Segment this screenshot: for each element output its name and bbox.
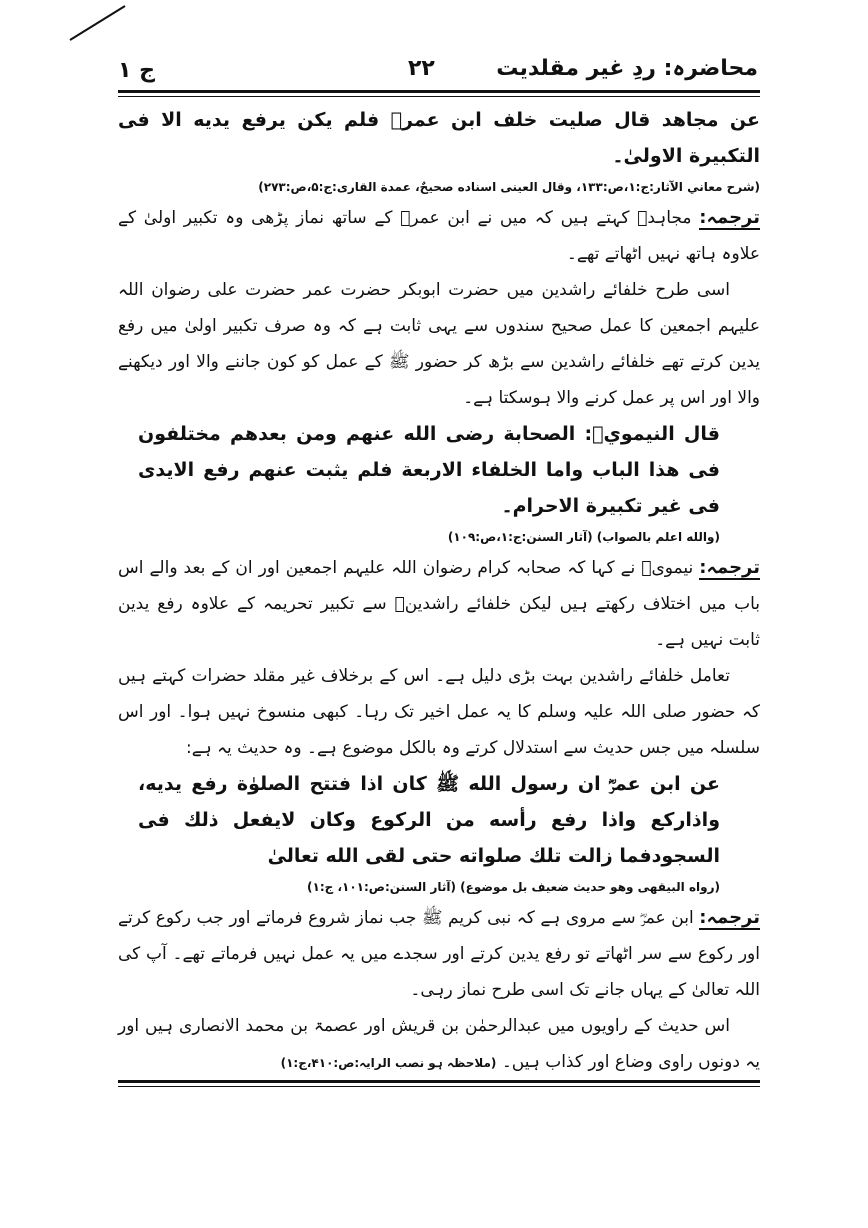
corner-scan-line: [0, 0, 160, 60]
header-rule-thin: [118, 96, 760, 97]
page-number: ۲۲: [408, 56, 435, 81]
translation-1-text: مجاہدؒ کہتے ہیں کہ میں نے ابن عمرؓ کے ساتھ نماز پڑھی وہ تکبیر اولیٰ کے علاوہ ہاتھ نہیں اٹھاتے تھے۔: [118, 208, 760, 264]
translation-3: [118, 900, 760, 1008]
arabic-hadith-ibn-umar: عن ابن عمرؓ ان رسول الله ﷺ كان اذا فتتح الصلوٰة رفع يديه، واذاركع واذا رفع رأسه من الركوع وكان لايفعل ذلك فى السجودفما زالت تلك صلواته حتى لقى الله تعالىٰ: [138, 773, 720, 867]
reference-bayhaqi: (رواه البيقهى وهو حديث ضعيف بل موضوع) (آثار السنن:ص:۱۰۱، ج:۱): [307, 880, 720, 894]
translation-3-text: ابن عمرؓ سے مروی ہے کہ نبی کریم ﷺ جب نماز شروع فرماتے اور جب رکوع کرتے اور رکوع سے سر اٹھاتے تو رفع یدین کرتے اور سجدے میں یہ عمل نہیں فرماتے تھے۔ آپ کی اللہ تعالیٰ کے یہاں جانے تک اسی طرح نماز رہی۔: [118, 908, 760, 1000]
paragraph-rawi: [118, 1008, 760, 1081]
reference-nasb-rayah: (ملاحظہ ہو نصب الرایہ:ص:۴۱۰،ج:۱): [280, 1056, 497, 1070]
footer-rule-thin: [118, 1086, 760, 1087]
paragraph-rawi-text: اس حدیث کے راویوں میں عبدالرحمٰن بن قریش اور عصمۃ بن محمد الانصاری ہیں اور یہ دونوں راوی وضاع اور کذاب ہیں۔: [118, 1016, 760, 1072]
translation-2: [118, 550, 760, 658]
footer-rule: [118, 1080, 760, 1083]
tarjuma-label: ترجمہ:: [699, 907, 760, 928]
tarjuma-label: ترجمہ:: [699, 557, 761, 578]
reference-athar-sunan-1: (والله اعلم بالصواب) (آثار السنن:ج:۱،ص:۱۰۹): [447, 530, 720, 544]
tarjuma-label: ترجمہ:: [699, 207, 760, 228]
page-header: [118, 52, 758, 92]
paragraph-khulafa: اسی طرح خلفائے راشدین میں حضرت ابوبکر حضرت عمر حضرت علی رضوان اللہ علیہم اجمعین کا عمل صحیح سندوں سے یہی ثابت ہے کہ وہ صرف تکبیر اولیٰ میں رفع یدین کرتے تھے خلفائے راشدین سے بڑھ کر حضور ﷺ کے عمل کو کون جاننے والا اور دیکھنے والا اور اس پر عمل کرنے والا ہوسکتا ہے۔: [118, 280, 760, 408]
header-volume-mark: ج ۱: [118, 58, 155, 83]
translation-2-text: نیمویؒ نے کہا کہ صحابہ کرام رضوان اللہ علیہم اجمعین اور ان کے بعد والے اس باب میں اختلاف رکھتے ہیں لیکن خلفائے راشدینؓ سے تکبیر تحریمہ کے علاوہ رفع یدین ثابت نہیں ہے۔: [118, 558, 760, 650]
reference-sharh-maani: (شرح معاني الآثار:ج:۱،ص:۱۳۳، وقال العينى اسناده صحيحٌ، عمدة القارى:ج:۵،ص:۲۷۳): [258, 180, 760, 194]
paragraph-taamul: تعامل خلفائے راشدین بہت بڑی دلیل ہے۔ اس کے برخلاف غیر مقلد حضرات کہتے ہیں کہ حضور صلی اللہ علیہ وسلم کا یہ عمل اخیر تک رہا۔ کبھی منسوخ نہیں ہوا۔ اور اس سلسلہ میں جس حدیث سے استدلال کرتے وہ بالکل موضوع ہے۔ وہ حدیث یہ ہے:: [118, 666, 760, 758]
header-rule: [118, 90, 760, 93]
page-body: [118, 100, 760, 1081]
arabic-quote-mujahid: عن مجاهد قال صليت خلف ابن عمرؓ فلم يكن يرفع يديه الا فى التكبيرة الاولىٰ۔: [118, 109, 760, 167]
running-title: محاضرہ: ردِ غیر مقلدیت: [496, 56, 758, 81]
translation-1: [118, 200, 760, 272]
arabic-quote-nimawi: قال النيمويؒ: الصحابة رضى الله عنهم ومن بعدهم مختلفون فى هذا الباب واما الخلفاء الاربعة فلم يثبت عنهم رفع الايدى فى غير تكبيرة الاحرام۔: [138, 423, 720, 517]
